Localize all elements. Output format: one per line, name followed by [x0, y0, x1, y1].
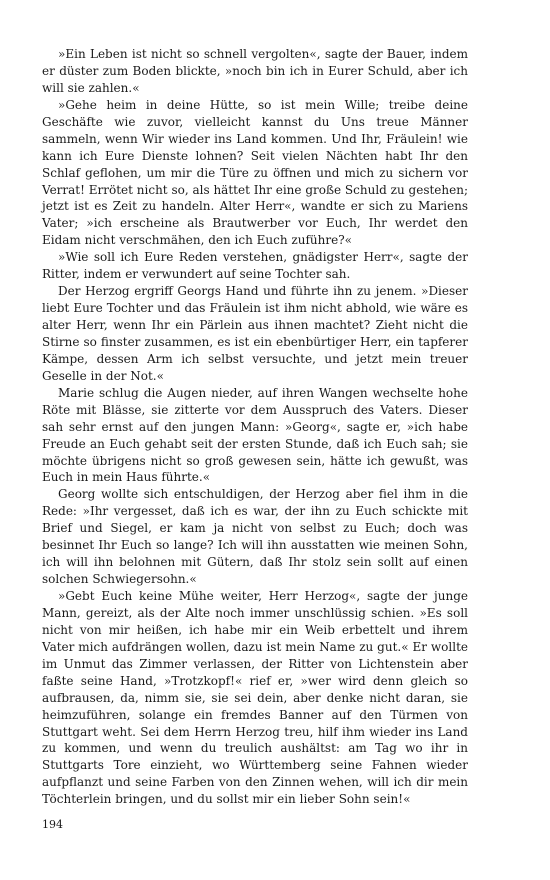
paragraph-7: »Gebt Euch keine Mühe weiter, Herr Herzog«, sagte der junge Mann, gereizt, als der Alte noch immer unschlüssig schien. »Es soll nicht von mir heißen, ich habe mir ein Weib erbettelt und ihrem Vater mich aufdrängen wollen, dazu ist mein Name zu gut.« Er wollte im Unmut das Zimmer verlassen, der Ritter von Lichtenstein aber faßte seine Hand, »Trotzkopf!« rief er, »wer wird denn gleich so aufbrausen, da, nimm sie, sie sei dein, aber denke nicht daran, sie heimzuführen, solange ein fremdes Banner auf den Türmen von Stuttgart weht. Sei dem Herrn Herzog treu, hilf ihm wieder ins Land zu kommen, und wenn du treulich aushältst: am Tag wo ihr in Stuttgarts Tore einzieht, wo Württemberg seine Fahnen wieder aufpflanzt und seine Farben von den Zinnen wehen, will ich dir mein Töchterlein bringen, und du sollst mir ein lieber Sohn sein!« [42, 589, 468, 807]
paragraph-3: »Wie soll ich Eure Reden verstehen, gnädigster Herr«, sagte der Ritter, indem er verwundert auf seine Tochter sah. [42, 250, 468, 282]
paragraph-5: Marie schlug die Augen nieder, auf ihren Wangen wechselte hohe Röte mit Blässe, sie zitterte vor dem Ausspruch des Vaters. Dieser sah sehr ernst auf den jungen Mann: »Georg«, sagte er, »ich habe Freude an Euch gehabt seit der ersten Stunde, daß ich Euch sah; sie möchte übrigens nicht so groß gewesen sein, hätte ich gewußt, was Euch in mein Haus führte.« [42, 385, 468, 485]
page-number: 194 [42, 818, 63, 831]
book-page-text [42, 46, 468, 808]
paragraph-6: Georg wollte sich entschuldigen, der Herzog aber fiel ihm in die Rede: »Ihr vergesset, daß ich es war, der ihn zu Euch schickte mit Brief und Siegel, er kam ja nicht von selbst zu Euch; doch was besinnet Ihr Euch so lange? Ich will ihn ausstatten wie meinen Sohn, ich will ihn belohnen mit Gütern, daß Ihr stolz sein sollt auf einen solchen Schwiegersohn.« [42, 487, 468, 587]
paragraph-1: »Ein Leben ist nicht so schnell vergolten«, sagte der Bauer, indem er düster zum Boden blickte, »noch bin ich in Eurer Schuld, aber ich will sie zahlen.« [42, 47, 468, 95]
paragraph-2: »Gehe heim in deine Hütte, so ist mein Wille; treibe deine Geschäfte wie zuvor, vielleicht kannst du Uns treue Männer sammeln, wenn Wir wieder ins Land kommen. Und Ihr, Fräulein! wie kann ich Eure Dienste lohnen? Seit vielen Nächten habt Ihr den Schlaf geflohen, um mir die Türe zu öffnen und mich zu sichern vor Verrat! Errötet nicht so, als hättet Ihr eine große Schuld zu gestehen; jetzt ist es Zeit zu handeln. Alter Herr«, wandte er sich zu Mariens Vater; »ich erscheine als Brautwerber vor Euch, Ihr werdet den Eidam nicht verschmähen, den ich Euch zuführe?« [42, 97, 468, 248]
paragraph-4: Der Herzog ergriff Georgs Hand und führte ihn zu jenem. »Dieser liebt Eure Tochter und das Fräulein ist ihm nicht abhold, wie wäre es alter Herr, wenn Ihr ein Pärlein aus ihnen machtet? Zieht nicht die Stirne so finster zusammen, es ist ein ebenbürtiger Herr, ein tapferer Kämpe, dessen Arm ich selbst versuchte, und jetzt mein treuer Geselle in der Not.« [42, 284, 468, 383]
